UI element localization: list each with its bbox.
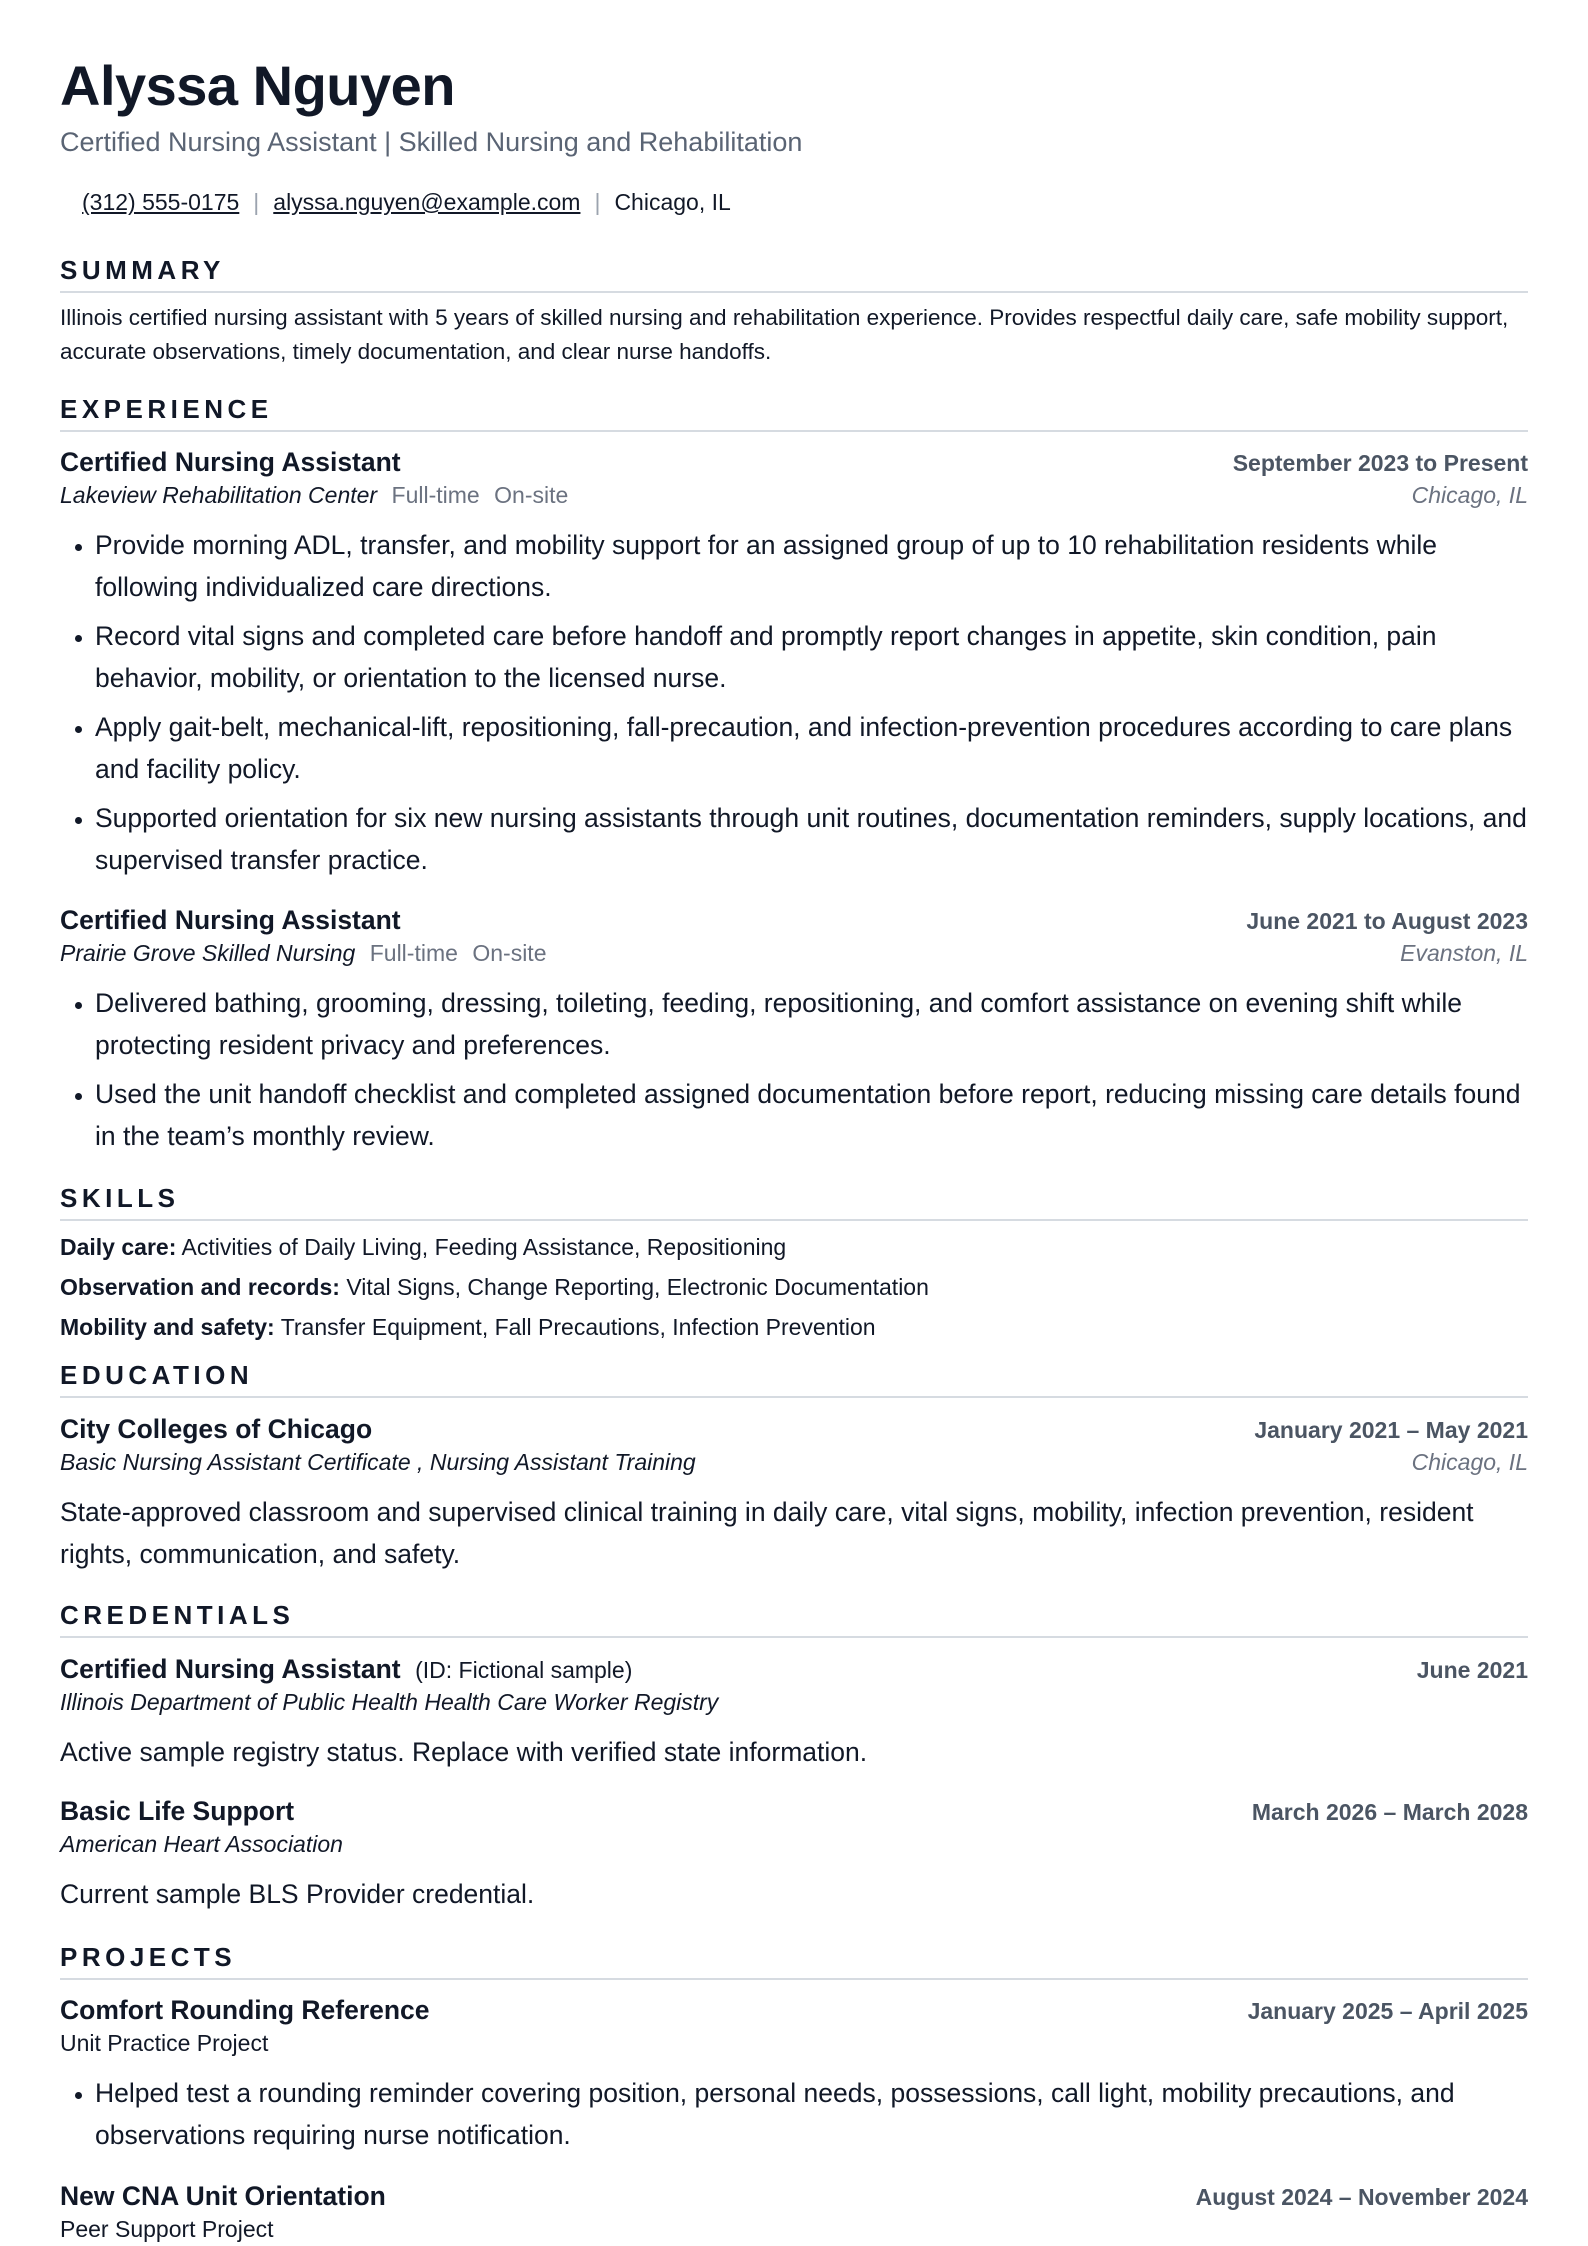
phone-link[interactable]: (312) 555-0175 [82, 189, 240, 215]
job-dates: September 2023 to Present [1232, 450, 1528, 476]
experience-entry [60, 902, 1528, 1164]
summary-text: Illinois certified nursing assistant with 5 years of skilled nursing and rehabilitation experience. Provides respectful daily care, safe mobility support, accurate observations, timely documentation, and clear nurse handoffs. [60, 305, 1509, 364]
job-title: Certified Nursing Assistant [60, 905, 401, 935]
section-heading-skills: SKILLS [60, 1179, 1528, 1221]
project-name: New CNA Unit Orientation [60, 2181, 386, 2211]
employer-name: Prairie Grove Skilled Nursing [60, 940, 356, 966]
section-heading-experience: EXPERIENCE [60, 390, 1528, 432]
job-location: Evanston, IL [1400, 940, 1528, 966]
work-mode: On-site [494, 482, 569, 508]
experience-entry [60, 444, 1528, 888]
contact-separator: | [594, 189, 601, 215]
skill-row [60, 1307, 1528, 1347]
credential-date: June 2021 [1416, 1657, 1528, 1683]
credential-name: Certified Nursing Assistant [60, 1654, 401, 1684]
section-heading-summary: SUMMARY [60, 251, 1528, 293]
email-link[interactable]: alyssa.nguyen@example.com [273, 189, 581, 215]
education-location: Chicago, IL [1411, 1449, 1528, 1475]
credential-entry [60, 1651, 1528, 1773]
skill-row [60, 1267, 1528, 1307]
location-text: Chicago, IL [614, 189, 731, 215]
education-program: Basic Nursing Assistant Certificate , Nursing Assistant Training [60, 1449, 696, 1475]
section-heading-projects: PROJECTS [60, 1938, 1528, 1980]
project-dates: August 2024 – November 2024 [1195, 2184, 1528, 2210]
job-title: Certified Nursing Assistant [60, 447, 401, 477]
section-heading-credentials: CREDENTIALS [60, 1596, 1528, 1638]
project-bullets [60, 2072, 1528, 2156]
list-item: • Helped test a rounding reminder covering position, personal needs, possessions, call light, mobility precautions, and observations requiring nurse notification. [95, 2072, 1528, 2156]
skill-items: Activities of Daily Living, Feeding Assistance, Repositioning [181, 1234, 787, 1260]
education-dates: January 2021 – May 2021 [1254, 1417, 1528, 1443]
credential-issuer: American Heart Association [60, 1831, 343, 1857]
skill-items: Vital Signs, Change Reporting, Electronic Documentation [346, 1274, 929, 1300]
project-name: Comfort Rounding Reference [60, 1995, 430, 2025]
project-type: Peer Support Project [60, 2216, 274, 2242]
list-item: • Record vital signs and completed care before handoff and promptly report changes in appetite, skin condition, pain behavior, mobility, or orientation to the licensed nurse. [95, 615, 1528, 699]
list-item: • Provide morning ADL, transfer, and mobility support for an assigned group of up to 10 rehabilitation residents while following individualized care directions. [95, 524, 1528, 608]
job-dates: June 2021 to August 2023 [1246, 908, 1528, 934]
credential-date: March 2026 – March 2028 [1251, 1799, 1528, 1825]
skill-category: Observation and records: [60, 1274, 340, 1300]
school-name: City Colleges of Chicago [60, 1414, 373, 1444]
skill-row [60, 1227, 1528, 1267]
list-item: • Supported orientation for six new nursing assistants through unit routines, documentation reminders, supply locations, and supervised transfer practice. [95, 797, 1528, 881]
candidate-name: Alyssa Nguyen [60, 54, 455, 117]
credential-issuer: Illinois Department of Public Health Health Care Worker Registry [60, 1689, 719, 1715]
contact-line [82, 185, 731, 219]
education-entry [60, 1411, 1528, 1575]
credential-description: Current sample BLS Provider credential. [60, 1879, 535, 1909]
project-type: Unit Practice Project [60, 2030, 269, 2056]
employment-type: Full-time [391, 482, 480, 508]
project-entry [60, 2178, 1528, 2246]
job-location: Chicago, IL [1411, 482, 1528, 508]
education-description: State-approved classroom and supervised clinical training in daily care, vital signs, mobility, infection prevention, resident rights, communication, and safety. [60, 1497, 1474, 1569]
contact-separator: | [253, 189, 260, 215]
list-item: • Used the unit handoff checklist and completed assigned documentation before report, reducing missing care details found in the team’s monthly review. [95, 1073, 1528, 1157]
project-dates: January 2025 – April 2025 [1247, 1998, 1528, 2024]
skills-list [60, 1227, 1528, 1347]
job-bullets [60, 982, 1528, 1157]
work-mode: On-site [472, 940, 547, 966]
credential-description: Active sample registry status. Replace with verified state information. [60, 1737, 868, 1767]
list-item: • Delivered bathing, grooming, dressing, toileting, feeding, repositioning, and comfort assistance on evening shift while protecting resident privacy and preferences. [95, 982, 1528, 1066]
job-bullets [60, 524, 1528, 881]
skill-items: Transfer Equipment, Fall Precautions, Infection Prevention [280, 1314, 876, 1340]
employment-type: Full-time [369, 940, 458, 966]
project-entry [60, 1992, 1528, 2163]
candidate-headline: Certified Nursing Assistant | Skilled Nursing and Rehabilitation [60, 127, 803, 157]
employer-name: Lakeview Rehabilitation Center [60, 482, 378, 508]
list-item: • Apply gait-belt, mechanical-lift, repositioning, fall-precaution, and infection-prevention procedures according to care plans and facility policy. [95, 706, 1528, 790]
credential-id: (ID: Fictional sample) [415, 1657, 633, 1683]
skill-category: Mobility and safety: [60, 1314, 275, 1340]
skill-category: Daily care: [60, 1234, 177, 1260]
credential-entry [60, 1793, 1528, 1915]
credential-name: Basic Life Support [60, 1796, 295, 1826]
section-heading-education: EDUCATION [60, 1356, 1528, 1398]
